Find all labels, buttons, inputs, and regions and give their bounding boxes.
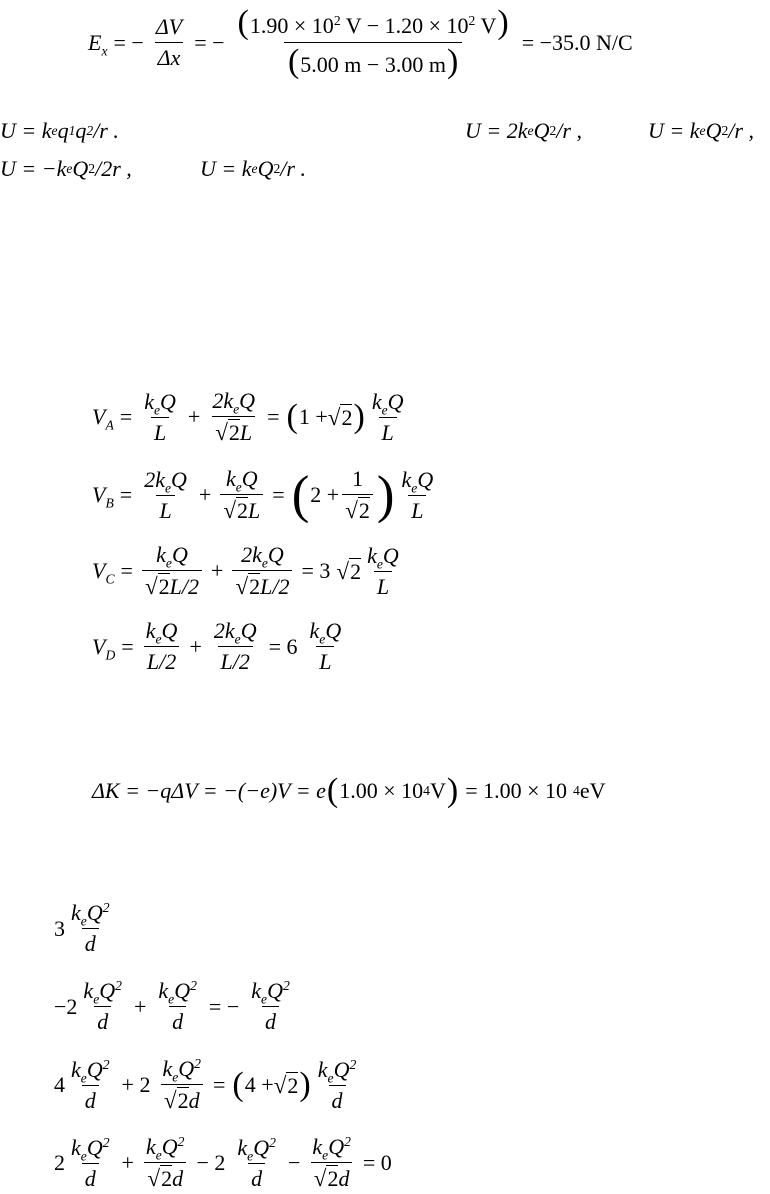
energy-forms-line1-mid: U = 2k e Q 2 /r , <box>465 118 582 143</box>
energy-config-1: 3 $\frac{k_eQ^2}{d}$ <box>54 899 110 956</box>
energy-forms-line2-right: U = k e Q 2 /r . <box>200 156 306 181</box>
energy-forms-line1-left: U = k e q 1 q 2 /r . <box>0 118 119 143</box>
potential-va: $V_A$ = $\frac{k_eQ}{L}$ + $2k_eQ$ √ 2 L = ( 1 + √ 2 ) $\frac{k_eQ}{L}$ <box>92 388 404 445</box>
kinetic-energy-change: ΔK = −qΔV = −(−e)V = e ( 1.00 × 10 4 V ) = 1.00 × 10 4 eV <box>92 772 606 809</box>
energy-forms-line2-left: U = −k e Q 2 /2r , <box>0 156 132 181</box>
potential-vb: $V_B$ = $\frac{2k_eQ}{L}$ + $k_eQ$ √ 2 L = ( 2 + 1 √ 2 ) $\frac{k_eQ}{L}$ <box>92 465 434 524</box>
ex-eq2: = − <box>194 29 225 55</box>
ex-value-fraction: $\frac{(1.90 \times 10^2 V - 1.20 \times 10^2 V)}{(5.00 m - 3.00 m)}$ <box>237 4 509 81</box>
energy-config-3: 4 $\frac{k_eQ^2}{d}$ + 2 $k_eQ^2$ √ 2 d = ( 4 + √ 2 ) $\frac{k_eQ^2}{d}$ <box>54 1055 357 1113</box>
potential-vc: $V_C$ = $k_eQ$ √ 2 L/2 + $2k_eQ$ √ 2 L/2 = 3 √ 2 $\frac{k_eQ}{L}$ <box>92 542 399 599</box>
electric-field-equation <box>88 6 639 79</box>
energy-forms-line1-right: U = k e Q 2 /r , <box>648 118 754 143</box>
ex-eq1: = − <box>113 29 144 55</box>
dv-over-dx: $\frac{\Delta V}{\Delta x}$ <box>155 14 183 71</box>
energy-config-4: 2 $\frac{k_eQ^2}{d}$ + $k_eQ^2$ √ 2 d − 2 $\frac{k_eQ^2}{d}$ − $k_eQ^2$ √ 2 d = 0 <box>54 1133 392 1191</box>
potential-vd: $V_D$ = $\frac{k_eQ}{L/2}$ + $\frac{2k_eQ}{L/2}$ = 6 $\frac{k_eQ}{L}$ <box>92 618 342 674</box>
energy-config-2: −2 $\frac{k_eQ^2}{d}$ + $\frac{k_eQ^2}{d}$ = − $\frac{k_eQ^2}{d}$ <box>54 977 290 1034</box>
ex-result: = −35.0 N/C <box>521 29 633 55</box>
ex-symbol: $E_x$ <box>88 29 108 59</box>
